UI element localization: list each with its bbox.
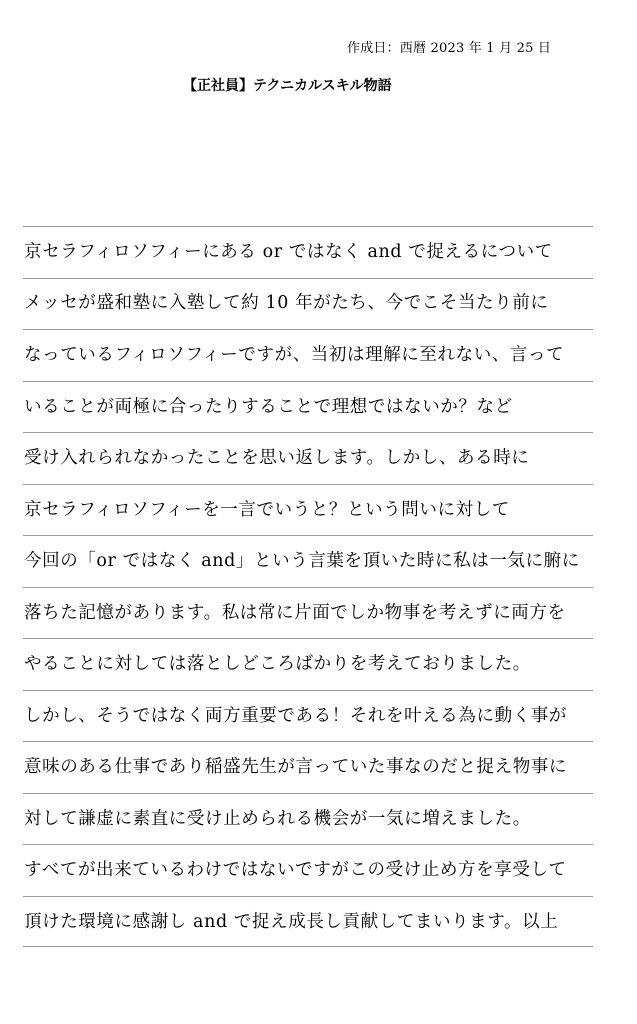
rule-line (23, 381, 593, 382)
rule-line (23, 690, 593, 691)
rule-line (23, 226, 593, 227)
text-line: 受け入れられなかったことを思い返します。しかし、ある時に (24, 448, 530, 468)
text-line: すべてが出来ているわけではないですがこの受け止め方を享受して (24, 860, 567, 880)
text-line: 対して謙虚に素直に受け止められる機会が一気に増えました。 (24, 809, 531, 829)
text-line: いることが両極に合ったりすることで理想ではないか？など (24, 397, 513, 417)
rule-line (23, 278, 593, 279)
rule-line (23, 432, 593, 433)
creation-date: 作成日：西暦 2023 年 1 月 25 日 (347, 41, 552, 56)
text-line: 京セラフィロソフィーにある or ではなく and で捉えるについて (24, 242, 553, 262)
text-line: 落ちた記憶があります。私は常に片面でしか物事を考えずに両方を (24, 603, 566, 623)
rule-line (23, 793, 593, 794)
rule-line (23, 844, 593, 845)
text-line: 今回の「or ではなく and」という言葉を頂いた時に私は一気に腑に (24, 551, 580, 571)
text-line: メッセが盛和塾に入塾して約 10 年がたち、今でこそ当たり前に (24, 293, 549, 313)
rule-line (23, 896, 593, 897)
rule-line (23, 638, 593, 639)
rule-line (23, 484, 593, 485)
rule-line (23, 587, 593, 588)
text-line: やることに対しては落としどころばかりを考えておりました。 (24, 654, 531, 674)
text-line: 意味のある仕事であり稲盛先生が言っていた事なのだと捉え物事に (24, 757, 567, 777)
text-line: なっているフィロソフィーですが、当初は理解に至れない、言って (24, 345, 565, 365)
text-line: 頂けた環境に感謝し and で捉え成長し貢献してまいります。以上 (24, 912, 559, 932)
text-line: 京セラフィロソフィーを一言でいうと？という問いに対して (24, 500, 510, 520)
rule-line (23, 535, 593, 536)
rule-line (23, 329, 593, 330)
rule-line (23, 741, 593, 742)
document-title: 【正社員】テクニカルスキル物語 (183, 78, 392, 94)
text-line: しかし、そうではなく両方重要である！それを叶える為に動く事が (24, 706, 567, 726)
rule-line (23, 946, 593, 947)
